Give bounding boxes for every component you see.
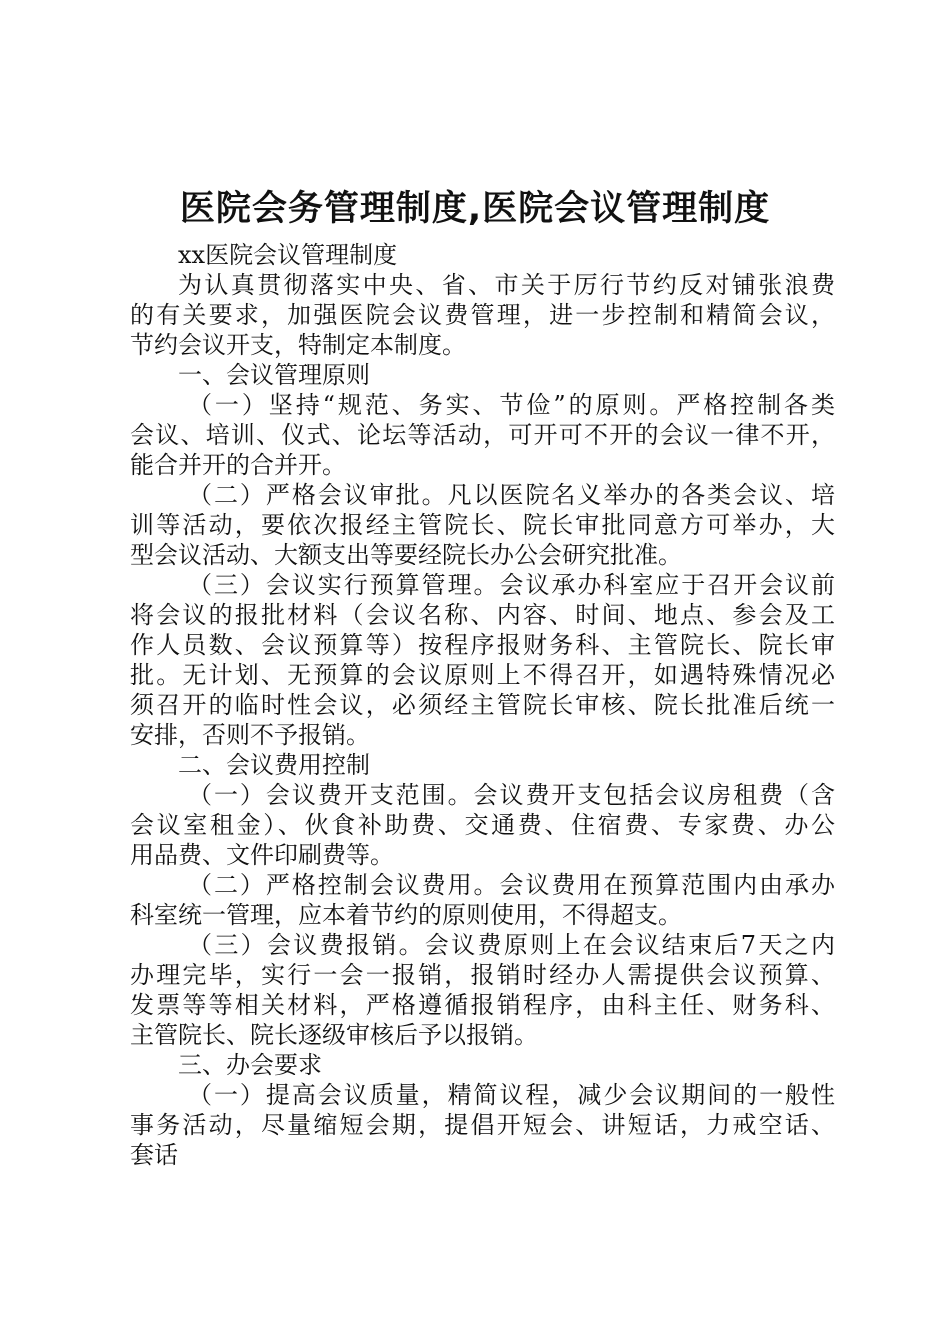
- paragraph-line: 的有关要求，加强医院会议费管理，进一步控制和精简会议，: [130, 301, 835, 329]
- paragraph-line: 套话: [130, 1141, 178, 1169]
- paragraph-line: 为认真贯彻落实中央、省、市关于厉行节约反对铺张浪费: [178, 271, 835, 299]
- paragraph-line: （一）坚持“规范、务实、节俭”的原则。严格控制各类: [188, 391, 835, 419]
- paragraph-line: （一）提高会议质量，精简议程，减少会议期间的一般性: [188, 1081, 835, 1109]
- paragraph-line: 办理完毕，实行一会一报销，报销时经办人需提供会议预算、: [130, 961, 835, 989]
- paragraph-line: 发票等等相关材料，严格遵循报销程序，由科主任、财务科、: [130, 991, 835, 1019]
- paragraph-line: （二）严格控制会议费用。会议费用在预算范围内由承办: [188, 871, 835, 899]
- paragraph-line: （三）会议费报销。会议费原则上在会议结束后7天之内: [188, 931, 835, 959]
- paragraph-line: 训等活动，要依次报经主管院长、院长审批同意方可举办，大: [130, 511, 835, 539]
- paragraph-line: 会议、培训、仪式、论坛等活动，可开可不开的会议一律不开，: [130, 421, 835, 449]
- paragraph-line: （三）会议实行预算管理。会议承办科室应于召开会议前: [188, 571, 835, 599]
- paragraph-line: 科室统一管理，应本着节约的原则使用，不得超支。: [130, 901, 682, 929]
- section-heading: 三、办会要求: [178, 1051, 322, 1079]
- paragraph-line: 安排，否则不予报销。: [130, 721, 370, 749]
- paragraph-line: 用品费、文件印刷费等。: [130, 841, 394, 869]
- paragraph-line: 须召开的临时性会议，必须经主管院长审核、院长批准后统一: [130, 691, 835, 719]
- paragraph-line: 主管院长、院长逐级审核后予以报销。: [130, 1021, 538, 1049]
- doc-subtitle: xx医院会议管理制度: [178, 241, 398, 269]
- paragraph-line: 型会议活动、大额支出等要经院长办公会研究批准。: [130, 541, 682, 569]
- paragraph-line: 事务活动，尽量缩短会期，提倡开短会、讲短话，力戒空话、: [130, 1111, 835, 1139]
- paragraph-line: 将会议的报批材料（会议名称、内容、时间、地点、参会及工: [130, 601, 835, 629]
- paragraph-line: （一）会议费开支范围。会议费开支包括会议房租费（含: [188, 781, 835, 809]
- paragraph-line: 会议室租金）、伙食补助费、交通费、住宿费、专家费、办公: [130, 811, 835, 839]
- paragraph-line: 能合并开的合并开。: [130, 451, 346, 479]
- paragraph-line: （二）严格会议审批。凡以医院名义举办的各类会议、培: [188, 481, 835, 509]
- paragraph-line: 批。无计划、无预算的会议原则上不得召开，如遇特殊情况必: [130, 661, 835, 689]
- paragraph-line: 作人员数、会议预算等）按程序报财务科、主管院长、院长审: [130, 631, 835, 659]
- document-title: 医院会务管理制度,医院会议管理制度: [179, 189, 771, 229]
- paragraph-line: 节约会议开支，特制定本制度。: [130, 331, 466, 359]
- document-body: [130, 240, 835, 1170]
- section-heading: 一、会议管理原则: [178, 361, 370, 389]
- section-heading: 二、会议费用控制: [178, 751, 370, 779]
